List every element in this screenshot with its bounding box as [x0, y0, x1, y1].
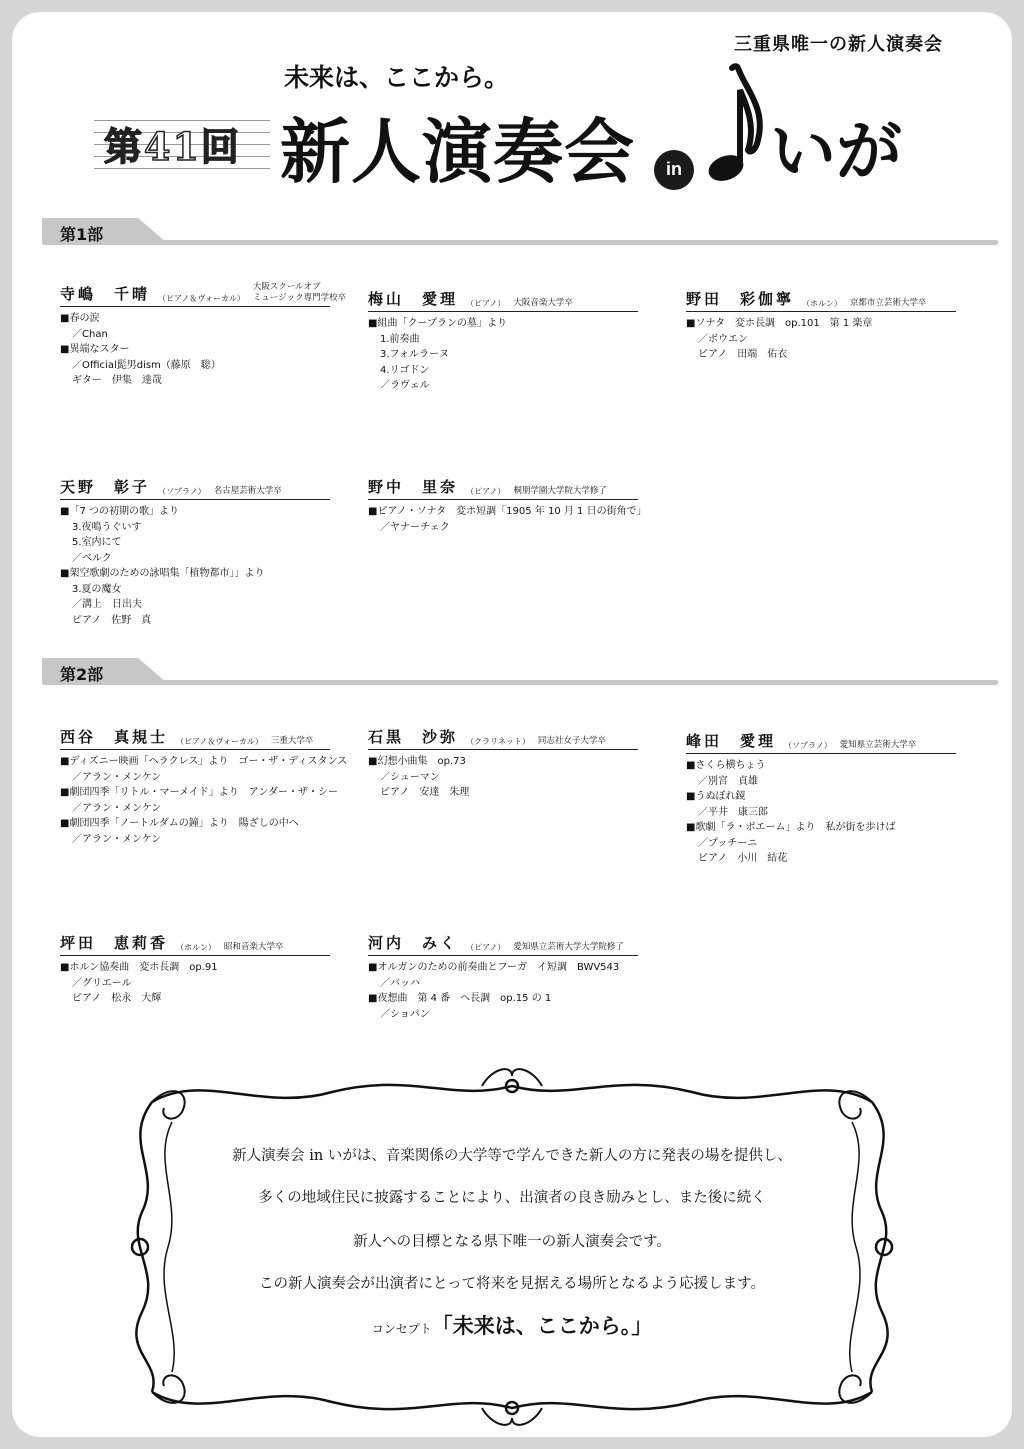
program-line: 1.前奏曲	[380, 333, 420, 345]
concept-label: コンセプト	[371, 1322, 432, 1336]
music-note-icon	[702, 60, 772, 190]
program-line: ■春の涙	[60, 313, 100, 324]
main-title: 新人演奏会	[280, 111, 635, 193]
program-line: ピアノ 松永 大輝	[72, 993, 162, 1004]
program-line: ／シューマン	[380, 771, 440, 783]
performer-name: 石黒 沙弥	[368, 728, 459, 746]
performer-header	[368, 288, 638, 312]
performer-block	[368, 726, 638, 801]
program-line: ■架空歌劇のための詠唱集「植物都市」」より	[60, 568, 265, 579]
program-list	[368, 960, 638, 1022]
program-line: ■組曲「クープランの墓」より	[368, 318, 507, 329]
program-line: ■オルガンのための前奏曲とフーガ イ短調 BWV543	[368, 962, 620, 973]
performer-school: 大阪スクールオブ ミュージック専門学校卒	[252, 282, 347, 303]
performer-block	[686, 288, 956, 363]
program-line: ／平井 康三郎	[698, 806, 768, 818]
program-list	[60, 504, 330, 628]
performer-instrument: （ピアノ＆ヴォーカル）	[158, 294, 245, 303]
program-line: ／Chan	[72, 328, 108, 340]
performer-header	[60, 476, 330, 500]
performer-name: 野田 彩伽寧	[686, 290, 795, 308]
program-line: ／Official髭男dism（藤原 聡）	[72, 359, 221, 371]
performer-instrument: （ホルン）	[176, 943, 216, 952]
performer-name: 河内 みく	[368, 934, 459, 952]
performer-header	[368, 726, 638, 750]
performer-instrument: （ピアノ）	[466, 487, 506, 496]
program-line: 3.夜鳴うぐいす	[72, 521, 142, 533]
program-line: ギター 伊集 達哉	[72, 375, 162, 386]
program-line: 3.フォルラーヌ	[380, 349, 450, 360]
program-line: ピアノ 安達 朱理	[380, 787, 470, 798]
section1-label: 第1部	[60, 225, 104, 244]
performer-block	[686, 730, 956, 867]
performer-block	[368, 932, 638, 1022]
program-line: ■さくら横ちょう	[686, 760, 766, 771]
program-line: ／ショパン	[380, 1008, 430, 1020]
performer-block	[368, 288, 638, 394]
program-line: 3.夏の魔女	[72, 583, 122, 595]
program-line: ■ホルン協奏曲 変ホ長調 op.91	[60, 962, 218, 973]
performer-instrument: （ホルン）	[802, 299, 842, 308]
concept-title: 「未来は、ここから。」	[431, 1313, 653, 1338]
performer-school: 昭和音楽大学卒	[223, 942, 284, 952]
program-line: ／ベルク	[72, 552, 112, 564]
program-line: ／グリエール	[72, 977, 132, 989]
performer-instrument: （ピアノ＆ヴォーカル）	[176, 737, 263, 746]
performer-header	[60, 932, 330, 956]
performer-block	[60, 282, 347, 389]
performer-header	[368, 476, 638, 500]
program-line: ■歌劇「ラ・ボエーム」より 私が街を歩けば	[686, 822, 896, 833]
performer-school: 同志社女子大学卒	[537, 736, 606, 746]
performer-name: 天野 彰子	[60, 478, 151, 496]
program-list	[60, 754, 348, 847]
performer-name: 寺嶋 千晴	[60, 285, 151, 303]
section1-divider	[42, 240, 998, 245]
performer-instrument: （ソプラノ）	[158, 487, 206, 496]
program-line: ピアノ 田端 佑衣	[698, 349, 788, 360]
program-line: ／ラヴェル	[380, 380, 430, 391]
program-line: ピアノ 小川 結花	[698, 853, 788, 864]
program-line: 5.室内にて	[72, 537, 122, 548]
in-badge: in	[654, 150, 694, 190]
performer-header	[686, 288, 956, 312]
performer-name: 野中 里奈	[368, 478, 459, 496]
performer-block	[60, 726, 348, 847]
program-line: ■ピアノ・ソナタ 変ホ短調「1905 年 10 月 1 日の街角で」	[368, 506, 647, 517]
performer-instrument: （ピアノ）	[466, 943, 506, 952]
program-list	[368, 754, 638, 801]
program-line: ■劇団四季「リトル・マーメイド」より アンダー・ザ・シー	[60, 787, 338, 798]
program-line: ／ヤナーチェク	[380, 521, 450, 533]
program-list	[60, 311, 330, 389]
title-suffix: いが	[770, 113, 902, 190]
concept-line-4: この新人演奏会が出演者にとって将来を見据える場所となるよう応援します。	[258, 1276, 766, 1292]
performer-header	[60, 282, 347, 307]
edition-label: 第41回	[104, 124, 241, 169]
program-list	[60, 960, 330, 1007]
concept-title-row	[162, 1310, 862, 1340]
performer-header	[686, 730, 956, 754]
performer-header	[60, 726, 330, 750]
performer-header	[368, 932, 638, 956]
section2-label: 第2部	[60, 665, 104, 684]
program-line: ／溝上 日出夫	[72, 599, 142, 610]
program-line: ／バッハ	[380, 977, 420, 989]
program-line: ■劇団四季「ノートルダムの鐘」より 陽ざしの中へ	[60, 818, 299, 829]
program-line: 4.リゴドン	[380, 364, 430, 376]
performer-instrument: （ピアノ）	[466, 299, 506, 308]
performer-school: 愛知県立芸術大学卒	[839, 740, 917, 750]
program-line: ■幻想小曲集 op.73	[368, 756, 466, 767]
concept-line-3: 新人への目標となる県下唯一の新人演奏会です。	[353, 1234, 671, 1250]
program-line: ／プッチーニ	[698, 837, 758, 849]
program-line: ■夜想曲 第 4 番 ヘ長調 op.15 の 1	[368, 993, 552, 1004]
program-line: ■異端なスター	[60, 344, 130, 355]
performer-school: 名古屋芸術大学卒	[213, 486, 282, 496]
program-list	[368, 504, 647, 535]
program-line: ■ディズニー映画「ヘラクレス」より ゴー・ザ・ディスタンス	[60, 756, 348, 767]
performer-school: 三重大学卒	[270, 736, 314, 746]
performer-instrument: （クラリネット）	[466, 737, 530, 746]
program-list	[368, 316, 638, 394]
performer-name: 坪田 恵莉香	[60, 934, 169, 952]
concept-line-1: 新人演奏会 in いがは、音楽関係の大学等で学んできた新人の方に発表の場を提供し、	[232, 1148, 792, 1164]
performer-name: 西谷 真規士	[60, 728, 169, 746]
performer-block	[60, 932, 330, 1007]
section2-divider	[42, 680, 998, 685]
performer-instrument: （ソプラノ）	[784, 741, 832, 750]
performer-block	[368, 476, 647, 535]
performer-school: 大阪音楽大学卒	[513, 298, 573, 308]
program-line: ■「7 つの初期の歌」より	[60, 506, 179, 517]
program-line: ／アラン・メンケン	[72, 802, 162, 814]
performer-school: 愛知県立芸術大学大学院修了	[513, 942, 624, 952]
tagline: 三重県唯一の新人演奏会	[734, 34, 943, 55]
program-list	[686, 316, 956, 363]
program-line: ピアノ 佐野 真	[72, 614, 152, 626]
program-line: ■うぬぼれ鏡	[686, 791, 746, 802]
performer-name: 峰田 愛理	[686, 732, 777, 750]
subtitle: 未来は、ここから。	[284, 63, 510, 92]
program-line: ／ボウエン	[698, 333, 748, 345]
concept-line-2: 多くの地域住民に披露することにより、出演者の良き励みとし、また後に続く	[258, 1190, 766, 1206]
program-line: ■ソナタ 変ホ長調 op.101 第 1 楽章	[686, 318, 873, 329]
performer-school: 桐朋学園大学院大学修了	[513, 486, 607, 496]
performer-name: 梅山 愛理	[368, 290, 459, 308]
program-list	[686, 758, 956, 867]
program-line: ／アラン・メンケン	[72, 833, 162, 845]
program-line: ／別宮 貞雄	[698, 775, 758, 787]
flyer-page	[12, 12, 1012, 1437]
program-line: ／アラン・メンケン	[72, 771, 162, 783]
performer-school: 京都市立芸術大学卒	[849, 298, 927, 308]
performer-block	[60, 476, 330, 628]
